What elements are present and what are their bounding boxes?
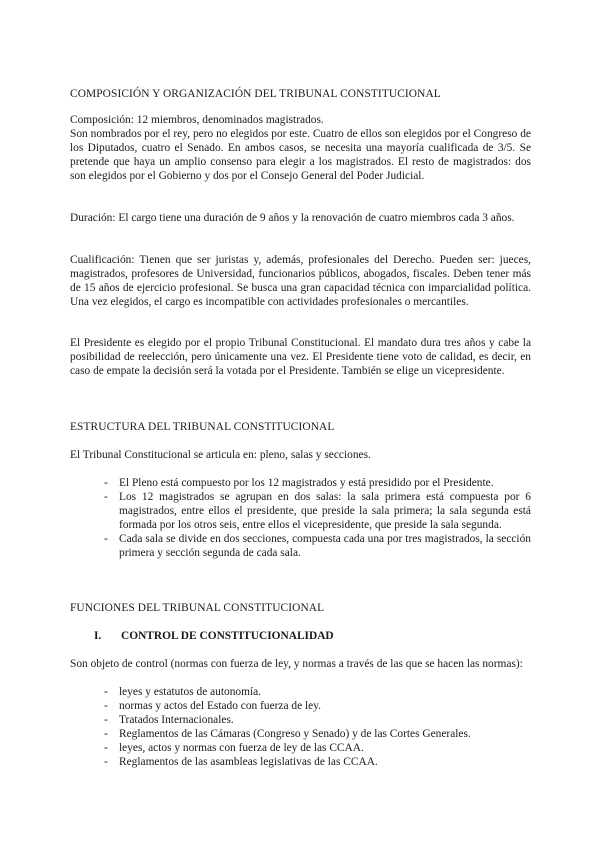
list-item: - Tratados Internacionales.	[104, 714, 234, 726]
paragraph-cualificacion: Cualificación: Tienen que ser juristas y, además, profesionales del Derecho. Pueden ser: jueces, magistrados, profesores de Universidad, funcionarios públicos, abogados, fiscales. Deben tener más de 15 años de ejercicio profesional. Se busca una gran capacidad técnica con imparcialidad política. Una vez elegidos, el cargo es incompatible con actividades profesionales o mercantiles.	[70, 254, 531, 308]
paragraph-funciones-intro: Son objeto de control (normas con fuerza de ley, y normas a través de las que se hacen las normas):	[70, 658, 523, 670]
control-list	[104, 685, 531, 769]
section-heading-estructura: ESTRUCTURA DEL TRIBUNAL CONSTITUCIONAL	[70, 421, 335, 433]
paragraph-duracion: Duración: El cargo tiene una duración de 9 años y la renovación de cuatro miembros cada 3 años.	[70, 212, 515, 224]
list-item: - leyes, actos y normas con fuerza de ley de las CCAA.	[104, 742, 364, 754]
paragraph-estructura-intro: El Tribunal Constitucional se articula en: pleno, salas y secciones.	[70, 449, 371, 461]
paragraph-presidente: El Presidente es elegido por el propio Tribunal Constitucional. El mandato dura tres años y cabe la posibilidad de reelección, pero únicamente una vez. El Presidente tiene voto de calidad, es decir, en caso de empate la decisión será la votada por el Presidente. También se elige un vicepresidente.	[70, 337, 531, 377]
list-item: - Los 12 magistrados se agrupan en dos salas: la sala primera está compuesta por 6 magistrados, entre ellos el presidente, que preside la sala primera; la sala segunda está formada por los otros seis, entre ellos el vicepresidente, que preside la sala segunda.	[104, 491, 531, 531]
composicion-line: Composición: 12 miembros, denominados magistrados.	[70, 114, 324, 126]
dash-bullet: -	[104, 686, 108, 698]
subsection-number: I.	[94, 630, 102, 642]
list-item: - Cada sala se divide en dos secciones, compuesta cada una por tres magistrados, la sección primera y sección segunda de cada sala.	[104, 533, 531, 559]
paragraph-composicion	[70, 113, 531, 183]
list-item: - normas y actos del Estado con fuerza de ley.	[104, 700, 321, 712]
list-item: - Reglamentos de las Cámaras (Congreso y Senado) y de las Cortes Generales.	[104, 728, 471, 740]
section-heading-funciones: FUNCIONES DEL TRIBUNAL CONSTITUCIONAL	[70, 602, 325, 614]
list-item: - El Pleno está compuesto por los 12 magistrados y está presidido por el Presidente.	[104, 477, 494, 489]
dash-bullet: -	[104, 714, 108, 726]
estructura-list	[104, 476, 531, 560]
subsection-title: CONTROL DE CONSTITUCIONALIDAD	[121, 630, 334, 642]
list-item: - Reglamentos de las asambleas legislativas de las CCAA.	[104, 756, 378, 768]
dash-bullet: -	[104, 477, 108, 489]
dash-bullet: -	[104, 700, 108, 712]
document-page	[70, 0, 531, 848]
dash-bullet: -	[104, 728, 108, 740]
dash-bullet: -	[104, 756, 108, 768]
list-item: - leyes y estatutos de autonomía.	[104, 686, 262, 698]
dash-bullet: -	[104, 533, 108, 545]
dash-bullet: -	[104, 491, 108, 503]
dash-bullet: -	[104, 742, 108, 754]
section-heading-composicion: COMPOSICIÓN Y ORGANIZACIÓN DEL TRIBUNAL CONSTITUCIONAL	[70, 88, 441, 100]
nombrados-text: Son nombrados por el rey, pero no elegidos por este. Cuatro de ellos son elegidos por el Congreso de los Diputados, cuatro el Senado. En ambos casos, se necesita una mayoría cualificada de 3/5. Se pretende que haya un amplio consenso para elegir a los magistrados. El resto de magistrados: dos son elegidos por el Gobierno y dos por el Consejo General del Poder Judicial.	[70, 128, 531, 182]
